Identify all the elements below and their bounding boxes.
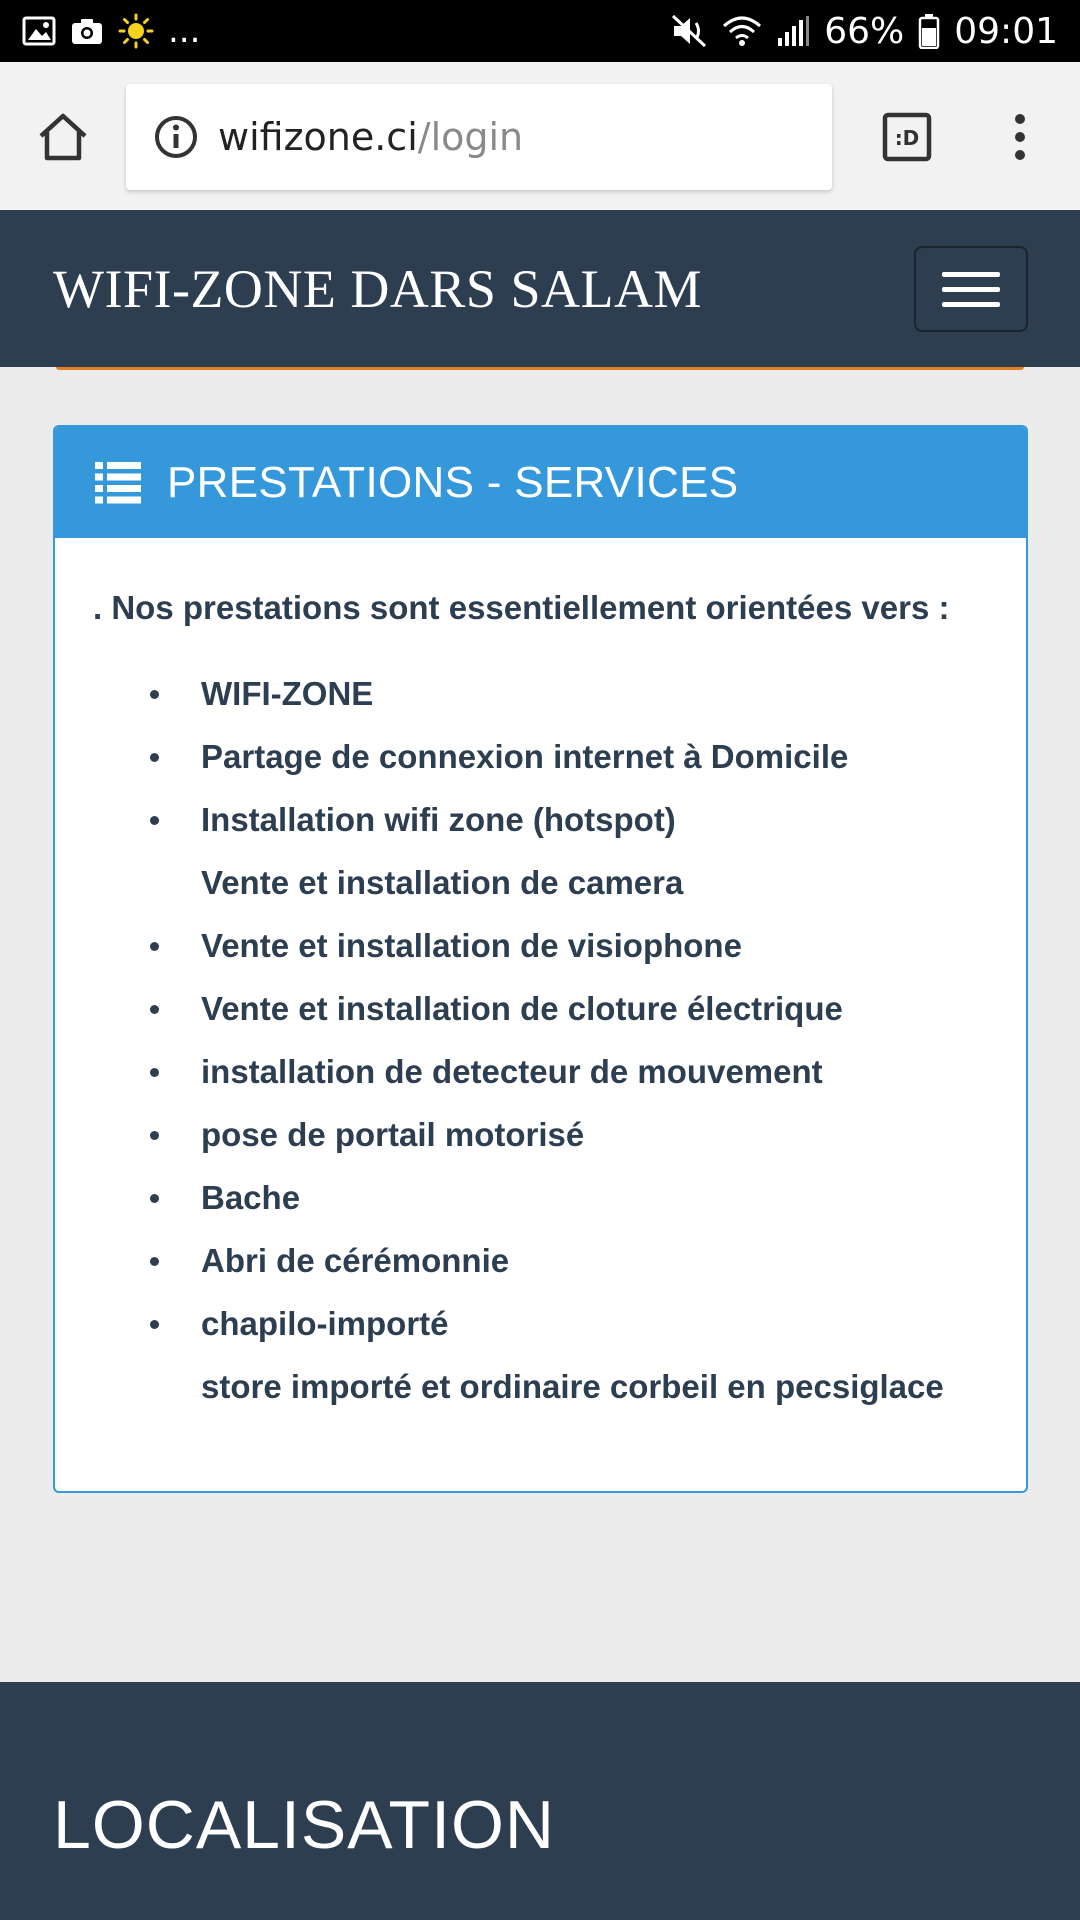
- sun-icon: [118, 13, 154, 49]
- battery-icon: [918, 13, 940, 49]
- hamburger-icon-bar: [942, 272, 1000, 277]
- list-icon: [95, 462, 141, 504]
- list-item-label: Vente et installation de camera: [201, 864, 684, 901]
- list-item-label: installation de detecteur de mouvement: [201, 1053, 823, 1090]
- status-bar-right: [670, 11, 1058, 52]
- list-item-label: chapilo-importé: [201, 1305, 449, 1342]
- status-bar-left: [22, 11, 200, 51]
- url-path: /login: [417, 115, 524, 159]
- battery-percent: 66%: [824, 10, 905, 52]
- list-item: [93, 800, 988, 863]
- home-icon[interactable]: [36, 110, 90, 164]
- list-item-label: pose de portail motorisé: [201, 1116, 585, 1153]
- gallery-icon: [22, 16, 56, 46]
- list-item-label: Abri de cérémonnie: [201, 1242, 510, 1279]
- localisation-section: [0, 1682, 1080, 1920]
- bullet-icon: [150, 753, 159, 762]
- list-item-label: store importé et ordinaire corbeil en pecsiglace: [201, 1368, 944, 1405]
- overflow-menu-icon[interactable]: [1002, 112, 1038, 162]
- panel-heading: [55, 427, 1026, 538]
- clock: 09:01: [954, 10, 1058, 52]
- bullet-icon: [150, 816, 159, 825]
- address-bar[interactable]: [126, 84, 832, 190]
- services-panel: [53, 425, 1028, 1493]
- panel-title: PRESTATIONS - SERVICES: [167, 457, 739, 507]
- url-text[interactable]: [218, 115, 523, 159]
- site-navbar: [0, 210, 1080, 367]
- list-item-label: Bache: [201, 1179, 301, 1216]
- info-icon[interactable]: [154, 115, 198, 159]
- tabs-switcher-icon[interactable]: [882, 112, 932, 162]
- signal-icon: [776, 14, 810, 48]
- list-item: [93, 737, 988, 800]
- list-item-label: WIFI-ZONE: [201, 675, 374, 712]
- tabs-switcher-label: :D: [894, 126, 920, 150]
- list-item: [93, 1304, 988, 1367]
- list-item: [93, 1241, 988, 1304]
- list-item-label: Partage de connexion internet à Domicile: [201, 738, 849, 775]
- list-item: [93, 674, 988, 737]
- camera-icon: [70, 16, 104, 46]
- localisation-title: LOCALISATION: [53, 1787, 555, 1863]
- bullet-icon: [150, 690, 159, 699]
- browser-toolbar: [0, 62, 1080, 211]
- bullet-icon: [150, 942, 159, 951]
- panel-body: [55, 538, 1026, 1430]
- wifi-icon: [722, 14, 762, 48]
- list-item: [93, 989, 988, 1052]
- mute-icon: [670, 13, 708, 49]
- header-accent-line: [56, 367, 1024, 370]
- hamburger-icon-bar: [942, 287, 1000, 292]
- list-item: [93, 1367, 988, 1430]
- bullet-icon: [150, 1068, 159, 1077]
- bullet-icon: [150, 1320, 159, 1329]
- url-host: wifizone.ci: [218, 115, 418, 159]
- services-list: [93, 674, 988, 1430]
- list-item: [93, 1052, 988, 1115]
- services-intro: . Nos prestations sont essentiellement orientées vers :: [93, 589, 950, 626]
- bullet-icon: [150, 1005, 159, 1014]
- list-item-label: Vente et installation de cloture électrique: [201, 990, 843, 1027]
- list-item-label: Installation wifi zone (hotspot): [201, 801, 676, 838]
- list-item: [93, 926, 988, 989]
- list-item: [93, 1115, 988, 1178]
- status-bar: [0, 0, 1080, 62]
- brand-title[interactable]: WIFI-ZONE DARS SALAM: [53, 259, 702, 319]
- bullet-icon: [150, 1131, 159, 1140]
- bullet-icon: [150, 1257, 159, 1266]
- status-overflow: ...: [168, 11, 201, 51]
- list-item-label: Vente et installation de visiophone: [201, 927, 742, 964]
- hamburger-icon-bar: [942, 302, 1000, 307]
- list-item: [93, 863, 988, 926]
- list-item: [93, 1178, 988, 1241]
- nav-toggle-button[interactable]: [914, 246, 1028, 332]
- bullet-icon: [150, 1194, 159, 1203]
